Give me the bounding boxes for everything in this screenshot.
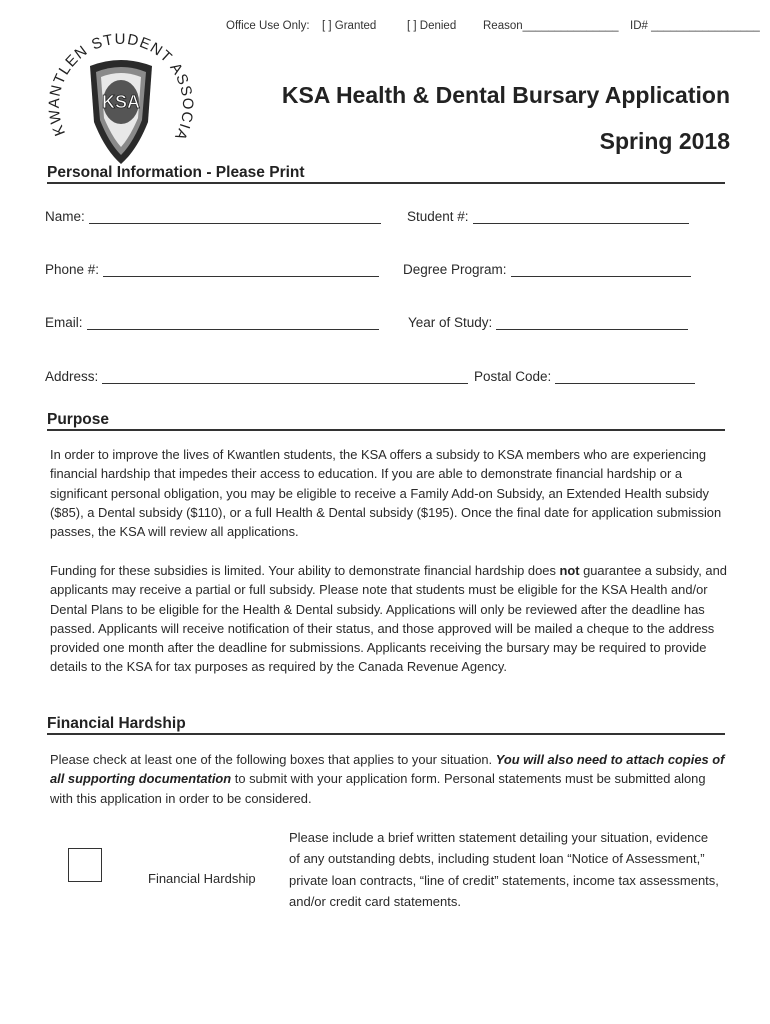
financial-hardship-option-label: Financial Hardship (148, 871, 256, 886)
ksa-logo (42, 22, 200, 180)
hardship-intro-end: to submit with your application form. Personal statements must be submitted along with this application in order to be considered. (50, 771, 706, 806)
office-id-field[interactable]: ID# _________________ (630, 20, 760, 32)
student-number-input-line[interactable] (473, 209, 689, 224)
name-input-line[interactable] (89, 209, 381, 224)
purpose-paragraph-2-emphasis: not (559, 563, 580, 578)
office-granted-checkbox[interactable]: [ ] Granted (322, 20, 377, 32)
financial-hardship-option-note: Please include a brief written statement detailing your situation, evidence of any outstanding debts, including student loan “Notice of Assessment,” private loan contracts, “line of credit” statements, income tax assessments, and/or credit card statements. (289, 830, 719, 909)
student-number-field[interactable] (407, 209, 689, 224)
logo-ring-text: KWANTLEN STUDENT ASSOCIA (45, 30, 197, 143)
phone-field[interactable] (45, 262, 379, 277)
degree-program-input-line[interactable] (511, 262, 691, 277)
postal-code-label: Postal Code: (474, 369, 552, 384)
degree-program-field[interactable] (403, 262, 691, 277)
email-label: Email: (45, 315, 83, 330)
page-title: KSA Health & Dental Bursary Application (281, 82, 730, 108)
address-label: Address: (45, 369, 99, 384)
ksa-logo-graphic (42, 22, 200, 180)
year-of-study-label: Year of Study: (408, 315, 493, 330)
financial-hardship-intro (50, 750, 730, 808)
purpose-heading: Purpose (47, 410, 725, 431)
year-of-study-field[interactable] (408, 315, 688, 330)
financial-hardship-heading: Financial Hardship (47, 714, 725, 735)
office-use-label: Office Use Only: (226, 20, 310, 32)
purpose-paragraph-1: In order to improve the lives of Kwantlen students, the KSA offers a subsidy to KSA members who are experiencing financial hardship that impedes their access to education. If you are able to demonstrate financial hardship or a significant personal obligation, you may be eligible to receive a Family Add-on Subsidy, an Extended Health subsidy ($85), a Dental subsidy ($110), or a full Health & Dental subsidy ($195). Once the final date for application submission passes, the KSA will review all applications. (50, 447, 722, 540)
email-field[interactable] (45, 315, 379, 330)
purpose-paragraph-2-end: guarantee a subsidy, and applicants may receive a partial or full subsidy. Please note that students must be eligible for the KSA Health and/or Dental Plans to be eligible for the Health & Dental subsidy. Applications will only be reviewed after the deadline has passed. Applicants will receive notification of their status, and those approved will be mailed a cheque to the address provided one month after the deadline for submissions. Applicants receiving the bursary may be required to provide details to the KSA for tax purposes as required by the Canada Revenue Agency. (50, 563, 727, 675)
student-number-label: Student #: (407, 209, 469, 224)
name-field[interactable] (45, 209, 381, 224)
postal-code-field[interactable] (474, 369, 695, 384)
address-input-line[interactable] (102, 369, 468, 384)
logo-shield-text: KSA (101, 92, 141, 112)
page-subtitle: Spring 2018 (599, 128, 730, 154)
phone-input-line[interactable] (103, 262, 379, 277)
phone-label: Phone #: (45, 262, 100, 277)
personal-info-heading: Personal Information - Please Print (47, 163, 725, 184)
office-reason-field[interactable]: Reason_______________ (483, 20, 619, 32)
purpose-paragraph-2 (50, 561, 730, 677)
financial-hardship-checkbox[interactable] (68, 848, 102, 882)
email-input-line[interactable] (87, 315, 379, 330)
office-denied-checkbox[interactable]: [ ] Denied (407, 20, 457, 32)
hardship-intro-emphasis: You will also need to attach copies of all supporting documentation (50, 752, 725, 787)
hardship-intro-start: Please check at least one of the following boxes that applies to your situation. (50, 752, 496, 767)
degree-program-label: Degree Program: (403, 262, 507, 277)
year-of-study-input-line[interactable] (496, 315, 688, 330)
purpose-paragraph-2-start: Funding for these subsidies is limited. Your ability to demonstrate financial hardship does (50, 563, 560, 578)
name-label: Name: (45, 209, 85, 224)
address-field[interactable] (45, 369, 468, 384)
postal-code-input-line[interactable] (555, 369, 695, 384)
